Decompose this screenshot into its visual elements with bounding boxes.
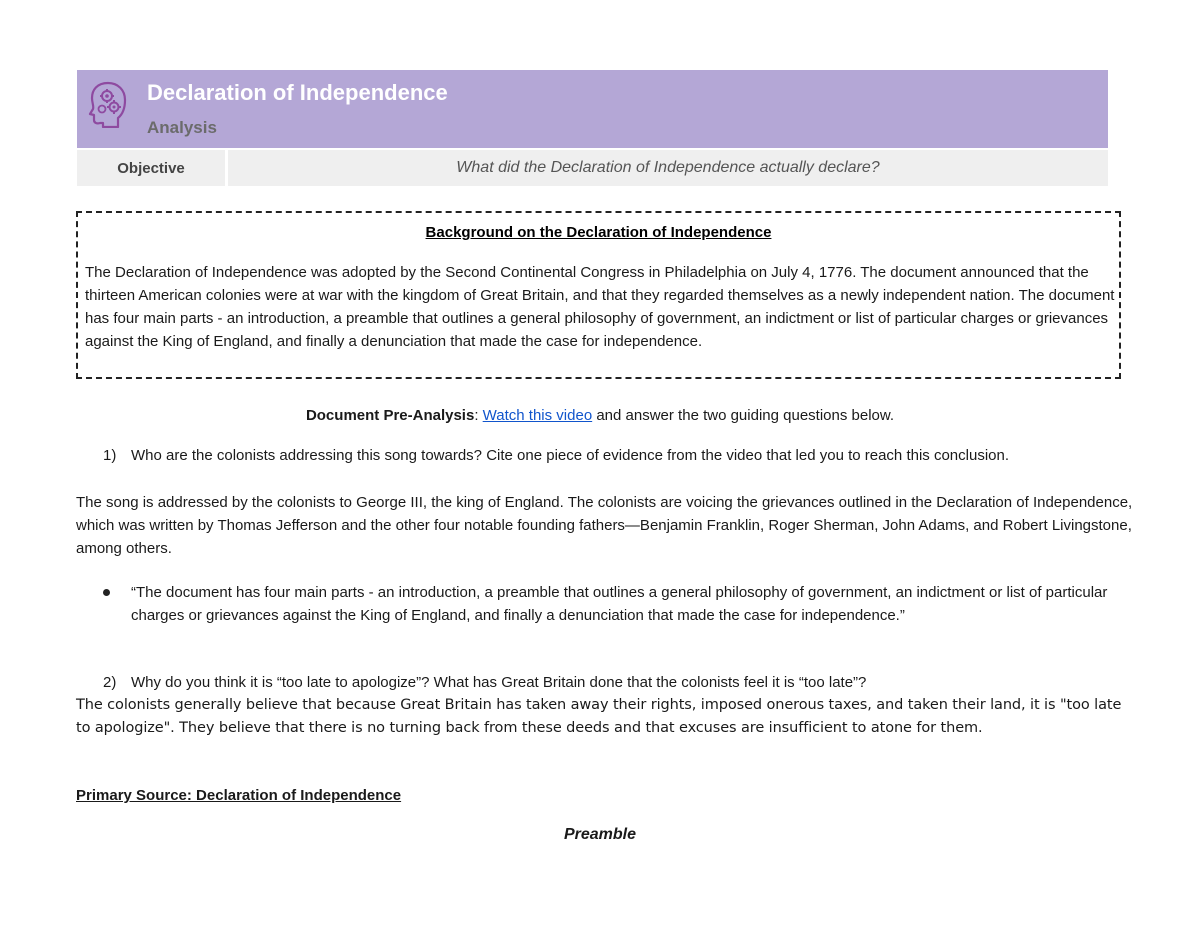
objective-label: Objective [77, 150, 225, 186]
background-heading: Background on the Declaration of Independence [425, 224, 772, 241]
preamble-heading: Preamble [563, 826, 637, 843]
answer-2-text: The colonists generally believe that because Great Britain has taken away their rights, imposed onerous taxes, and taken their land, it is "too late to apologize". They believe that there is no turning back from these deeds and that excuses are insufficient to atone for them. [76, 697, 1122, 736]
pre-analysis-instructions: and answer the two guiding questions below. [592, 407, 895, 424]
question-2-text: Why do you think it is “too late to apologize”? What has Great Britain done that the colonists feel it is “too late”? [131, 674, 867, 691]
header-banner [77, 70, 1108, 148]
primary-source-heading: Primary Source: Declaration of Independence [76, 787, 402, 804]
question-2-number: 2) [103, 674, 117, 691]
evidence-quote: “The document has four main parts - an introduction, a preamble that outlines a general philosophy of government, an indictment or list of particular charges or grievances against the King of England, and finally a denunciation that made the case for independence.” [131, 584, 1108, 624]
page-title: Declaration of Independence [147, 80, 448, 105]
question-1-text: Who are the colonists addressing this song towards? Cite one piece of evidence from the video that led you to reach this conclusion. [131, 447, 1009, 464]
objective-question: What did the Declaration of Independence actually declare? [228, 150, 1108, 186]
watch-video-link[interactable]: Watch this video [482, 407, 593, 424]
answer-1-text: The song is addressed by the colonists to George III, the king of England. The colonists are voicing the grievances outlined in the Declaration of Independence, which was written by Thomas Jefferson and the other four notable founding fathers—Benjamin Franklin, Roger Sherman, John Adams, and Robert Livingstone, among others. [76, 494, 1133, 557]
objective-row [77, 150, 1108, 186]
pre-analysis-line [0, 407, 1200, 424]
pre-analysis-label: Document Pre-Analysis [305, 407, 475, 424]
bullet-icon [103, 589, 110, 596]
page-subtitle: Analysis [147, 118, 217, 137]
brain-gears-icon [88, 80, 128, 128]
background-box [76, 211, 1121, 379]
background-text: The Declaration of Independence was adopted by the Second Continental Congress in Philadelphia on July 4, 1776. The document announced that the thirteen American colonies were at war with the kingdom of Great Britain, and that they regarded themselves as a newly independent nation. The document has four main parts - an introduction, a preamble that outlines a general philosophy of government, an indictment or list of particular charges or grievances against the King of England, and finally a denunciation that made the case for independence. [85, 264, 1115, 350]
pre-analysis-colon: : [474, 407, 483, 424]
question-1-number: 1) [103, 447, 117, 464]
